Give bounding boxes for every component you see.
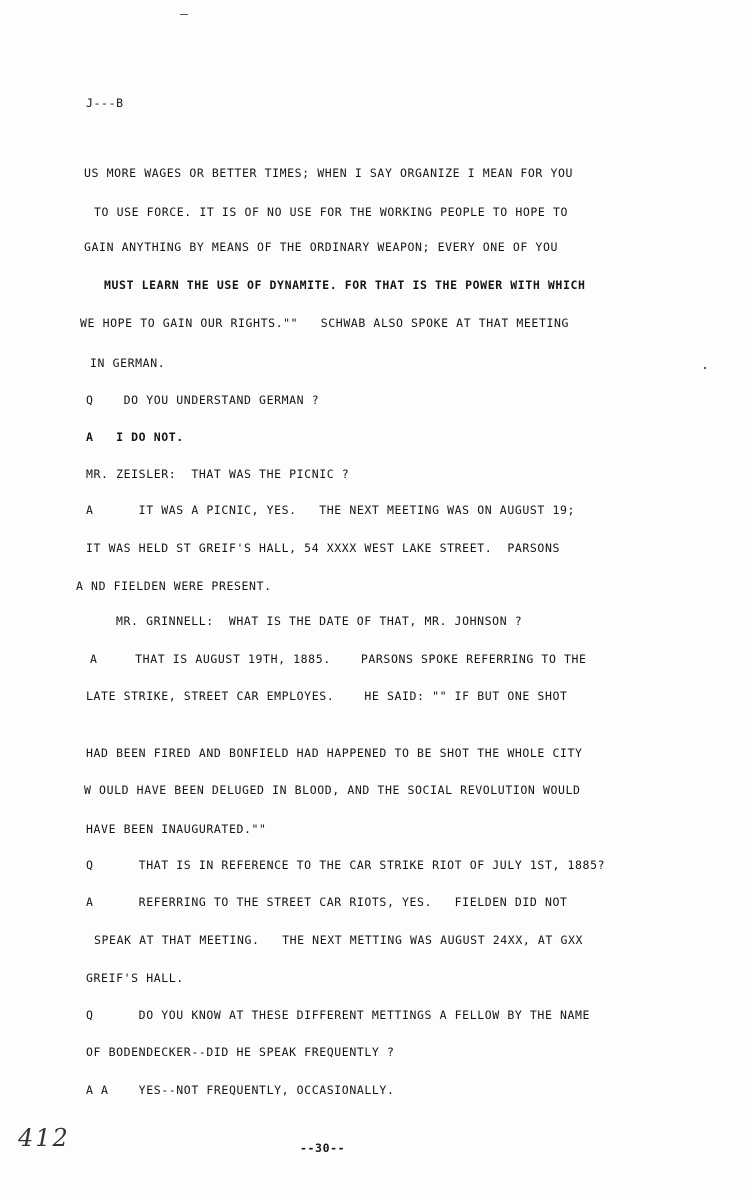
text-line: LATE STRIKE, STREET CAR EMPLOYES. HE SAID: "" IF BUT ONE SHOT bbox=[86, 689, 568, 703]
text-line: MR. GRINNELL: WHAT IS THE DATE OF THAT, MR. JOHNSON ? bbox=[116, 614, 523, 628]
text-line: A REFERRING TO THE STREET CAR RIOTS, YES. FIELDEN DID NOT bbox=[86, 895, 568, 909]
text-line: MR. ZEISLER: THAT WAS THE PICNIC ? bbox=[86, 467, 350, 481]
text-line: Q DO YOU KNOW AT THESE DIFFERENT METTINGS A FELLOW BY THE NAME bbox=[86, 1008, 591, 1022]
handwritten-page-number: 412 bbox=[18, 1124, 70, 1152]
text-line: W OULD HAVE BEEN DELUGED IN BLOOD, AND THE SOCIAL REVOLUTION WOULD bbox=[84, 783, 581, 797]
text-line: IN GERMAN. bbox=[90, 356, 166, 370]
text-line: OF BODENDECKER--DID HE SPEAK FREQUENTLY ? bbox=[86, 1045, 395, 1059]
text-line: US MORE WAGES OR BETTER TIMES; WHEN I SAY ORGANIZE I MEAN FOR YOU bbox=[84, 166, 574, 180]
page-header-ref: J---B bbox=[86, 96, 124, 110]
text-line: A ND FIELDEN WERE PRESENT. bbox=[76, 579, 272, 593]
text-line: WE HOPE TO GAIN OUR RIGHTS."" SCHWAB ALSO SPOKE AT THAT MEETING bbox=[80, 316, 570, 330]
text-line: HAVE BEEN INAUGURATED."" bbox=[86, 822, 267, 836]
text-line: A IT WAS A PICNIC, YES. THE NEXT MEETING WAS ON AUGUST 19; bbox=[86, 503, 576, 517]
text-line: HAD BEEN FIRED AND BONFIELD HAD HAPPENED TO BE SHOT THE WHOLE CITY bbox=[86, 746, 583, 760]
text-line: A I DO NOT. bbox=[86, 430, 184, 444]
scan-mark bbox=[704, 367, 706, 369]
text-line: A A YES--NOT FREQUENTLY, OCCASIONALLY. bbox=[86, 1083, 395, 1097]
text-line: SPEAK AT THAT MEETING. THE NEXT METTING WAS AUGUST 24XX, AT GXX bbox=[94, 933, 584, 947]
page-number: --30-- bbox=[300, 1141, 346, 1155]
text-line: GAIN ANYTHING BY MEANS OF THE ORDINARY WEAPON; EVERY ONE OF YOU bbox=[84, 240, 558, 254]
text-line: GREIF'S HALL. bbox=[86, 971, 184, 985]
text-line: Q THAT IS IN REFERENCE TO THE CAR STRIKE RIOT OF JULY 1ST, 1885? bbox=[86, 858, 606, 872]
text-line: Q DO YOU UNDERSTAND GERMAN ? bbox=[86, 393, 320, 407]
text-line: IT WAS HELD ST GREIF'S HALL, 54 XXXX WEST LAKE STREET. PARSONS bbox=[86, 541, 560, 555]
text-line: A THAT IS AUGUST 19TH, 1885. PARSONS SPOKE REFERRING TO THE bbox=[90, 652, 587, 666]
text-line: MUST LEARN THE USE OF DYNAMITE. FOR THAT IS THE POWER WITH WHICH bbox=[104, 278, 586, 292]
text-line: TO USE FORCE. IT IS OF NO USE FOR THE WORKING PEOPLE TO HOPE TO bbox=[94, 205, 568, 219]
scan-mark bbox=[180, 14, 188, 15]
